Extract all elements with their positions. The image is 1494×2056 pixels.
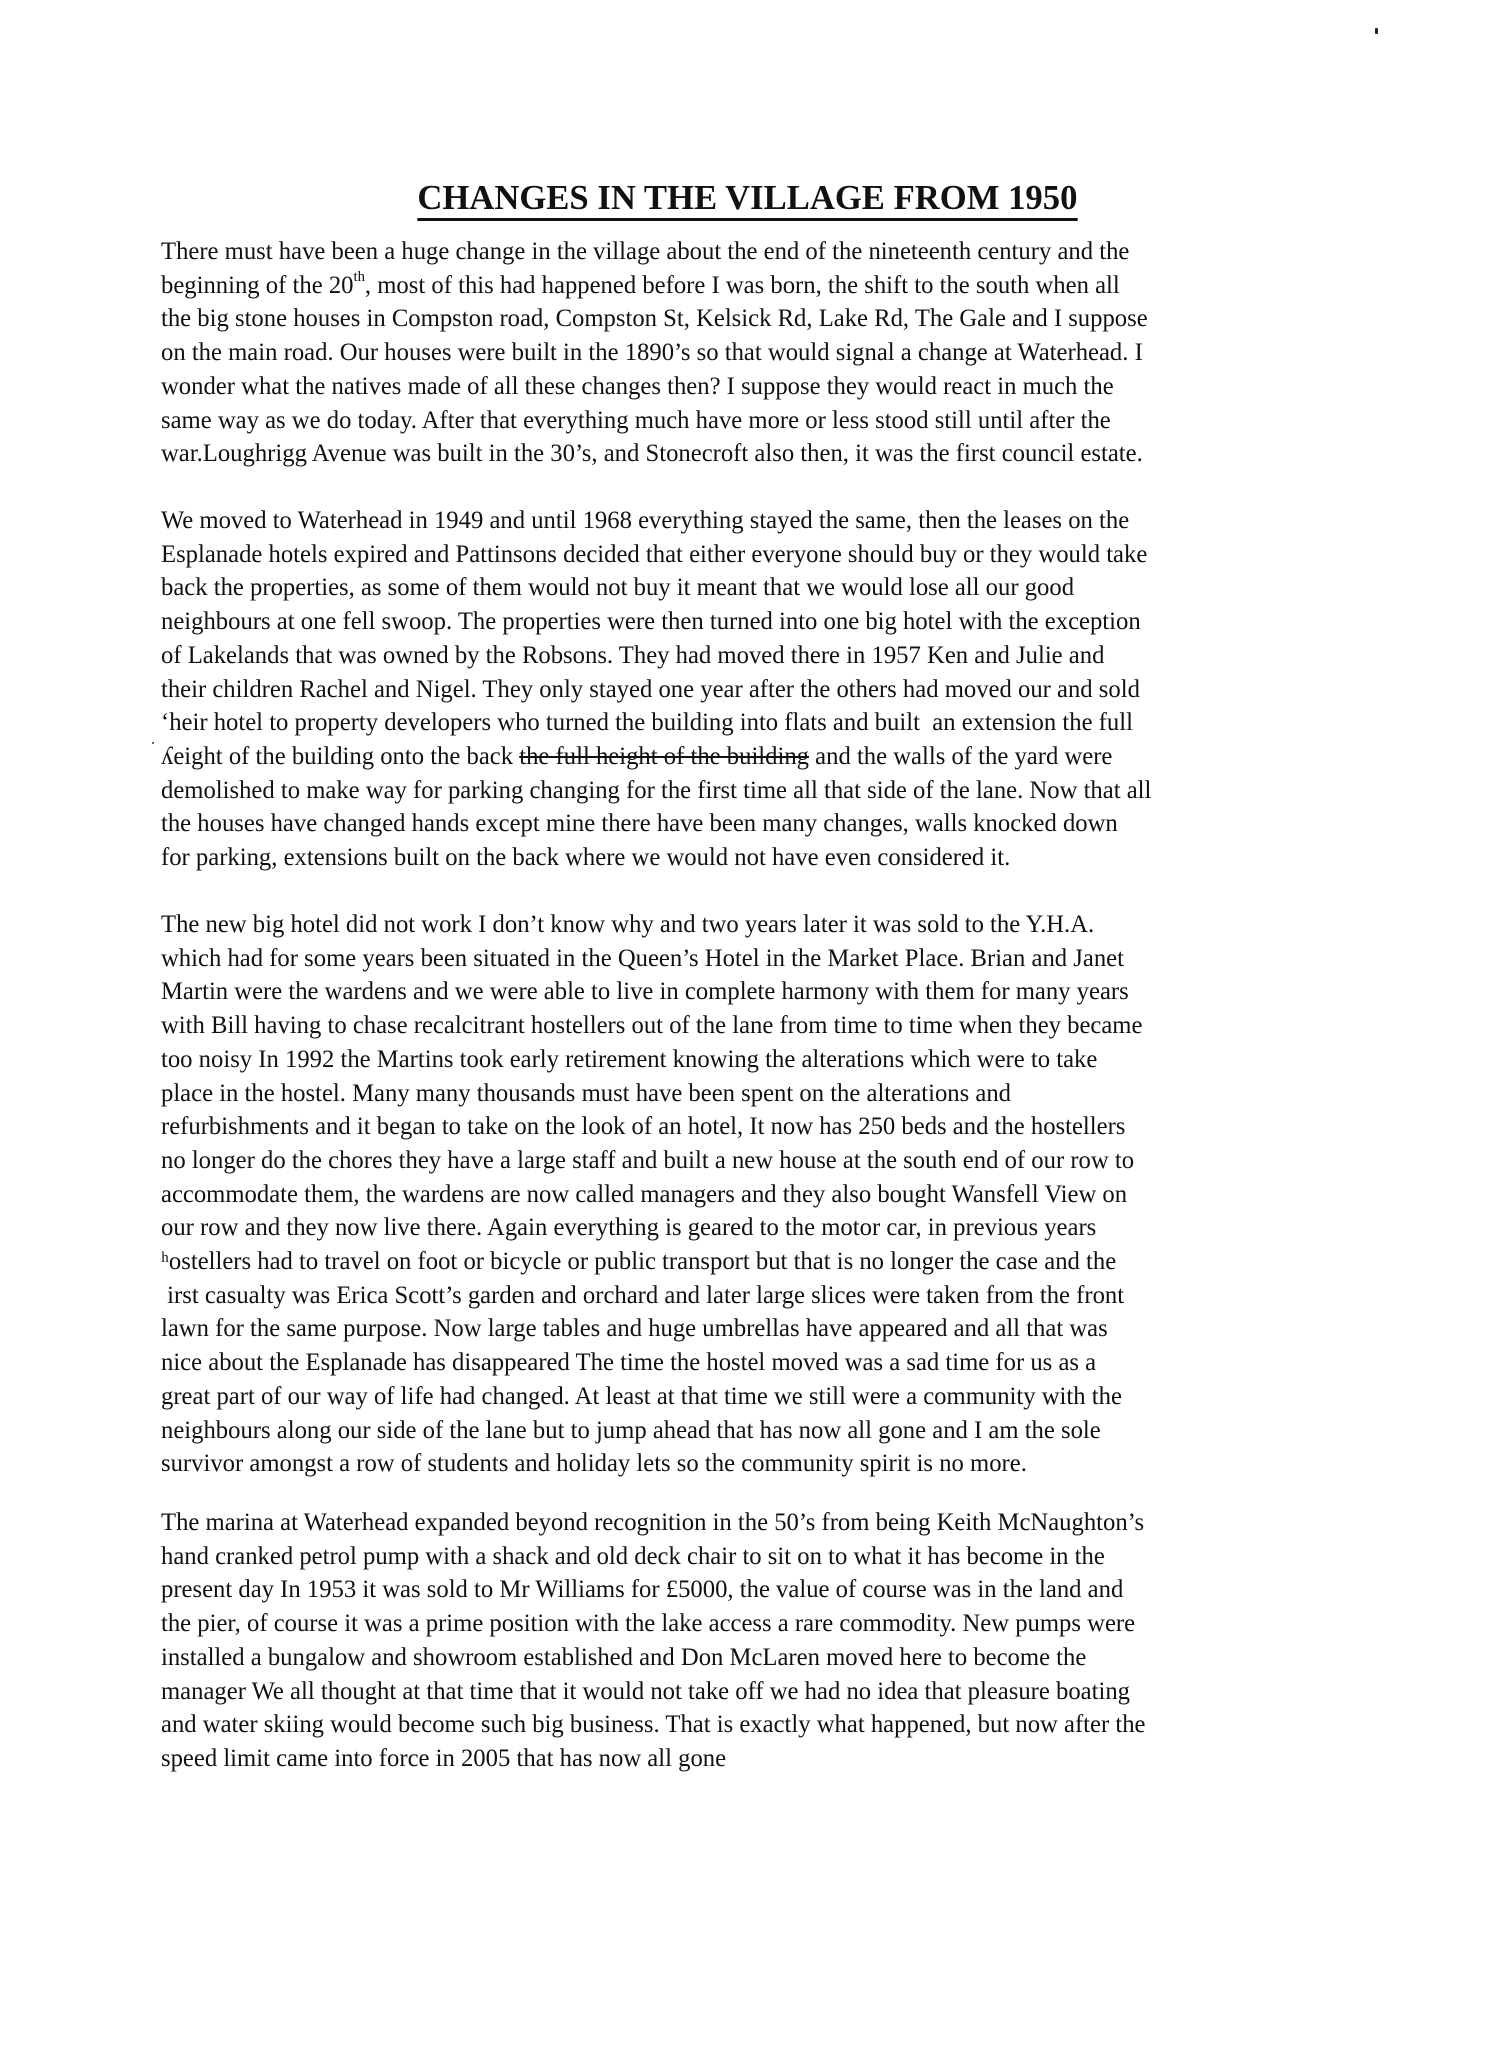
text-line: great part of our way of life had changed. At least at that time we still were a community with the [161,1382,1122,1410]
scan-speck [1375,28,1378,34]
text-run: , most of this had happened before I was born, the shift to the south when all [364,271,1120,299]
paragraph-4 [161,1506,1361,1776]
text-line: lawn for the same purpose. Now large tables and huge umbrellas have appeared and all that was [161,1315,1108,1343]
struck-through-text: the full height of the building [519,742,810,770]
text-line: nice about the Esplanade has disappeared The time the hostel moved was a sad time for us as a [161,1349,1097,1377]
text-line: same way as we do today. After that everything much have more or less stood still until after the [161,406,1111,434]
superscript-ordinal: th [353,269,365,286]
text-line: The marina at Waterhead expanded beyond recognition in the 50’s from being Keith McNaughton’s [161,1509,1145,1536]
text-line: present day In 1953 it was sold to Mr Williams for £5000, the value of course was in the land and [161,1576,1124,1604]
text-line: war.Loughrigg Avenue was built in the 30’s, and Stonecroft also then, it was the first council estate. [161,440,1143,468]
text-line: neighbours at one fell swoop. The properties were then turned into one big hotel with the exception [161,608,1141,636]
text-line: their children Rachel and Nigel. They only stayed one year after the others had moved our and sold [161,675,1140,703]
text-run: and the walls of the yard were [809,742,1113,770]
text-line: for parking, extensions built on the back where we would not have even considered it. [161,844,1011,872]
text-line: manager We all thought at that time that it would not take off we had no idea that pleasure boating [161,1677,1130,1705]
text-line: The new big hotel did not work I don’t know why and two years later it was sold to the Y.H.A. [161,911,1095,938]
paragraph-1 [161,235,1361,471]
text-run: beginning of the 20 [161,271,354,299]
text-line: back the properties, as some of them would not buy it meant that we would lose all our good [161,574,1075,602]
text-line [161,269,1336,303]
text-line: with Bill having to chase recalcitrant hostellers out of the lane from time to time when they became [161,1012,1143,1040]
text-line: the pier, of course it was a prime position with the lake access a rare commodity. New pumps were [161,1610,1136,1638]
scan-artifact-dot [152,742,154,744]
text-line: installed a bungalow and showroom established and Don McLaren moved here to become the [161,1643,1087,1671]
text-line: of Lakelands that was owned by the Robsons. They had moved there in 1957 Ken and Julie and [161,641,1105,669]
text-line: neighbours along our side of the lane but to jump ahead that has now all gone and I am the sole [161,1416,1101,1444]
text-line: place in the hostel. Many many thousands must have been spent on the alterations and [161,1079,1012,1107]
text-line: Martin were the wardens and we were able to live in complete harmony with them for many years [161,978,1129,1006]
text-run: ʎeight of the building onto the back [161,742,520,770]
text-line: too noisy In 1992 the Martins took early retirement knowing the alterations which were to take [161,1045,1098,1073]
text-line: demolished to make way for parking changing for the first time all that side of the lane. Now that all [161,776,1152,804]
text-line: speed limit came into force in 2005 that has now all gone [161,1744,727,1772]
text-line: survivor amongst a row of students and holiday lets so the community spirit is no more. [161,1450,1027,1478]
text-line: no longer do the chores they have a large staff and built a new house at the south end of our row to [161,1146,1135,1174]
text-line [161,740,1336,774]
text-line: accommodate them, the wardens are now called managers and they also bought Wansfell View on [161,1180,1128,1208]
text-line: and water skiing would become such big business. That is exactly what happened, but now after the [161,1711,1146,1739]
document-title-text: CHANGES IN THE VILLAGE FROM 1950 [417,178,1077,221]
text-line: irst casualty was Erica Scott’s garden and orchard and later large slices were taken from the front [161,1281,1125,1309]
text-line: Esplanade hotels expired and Pattinsons decided that either everyone should buy or they would take [161,540,1148,568]
text-line: There must have been a huge change in the village about the end of the nineteenth century and the [161,238,1130,265]
text-line: ʻheir hotel to property developers who turned the building into flats and built an extension the full [161,709,1133,737]
text-line: on the main road. Our houses were built in the 1890’s so that would signal a change at Waterhead. I [161,339,1143,367]
text-line: We moved to Waterhead in 1949 and until 1968 everything stayed the same, then the leases on the [161,507,1130,534]
text-line: ʰostellers had to travel on foot or bicycle or public transport but that is no longer the case and the [161,1248,1117,1276]
text-line: hand cranked petrol pump with a shack and old deck chair to sit on to what it has become in the [161,1542,1105,1570]
text-line: which had for some years been situated in the Queen’s Hotel in the Market Place. Brian and Janet [161,944,1124,972]
text-line: our row and they now live there. Again everything is geared to the motor car, in previous years [161,1214,1097,1242]
text-line: the big stone houses in Compston road, Compston St, Kelsick Rd, Lake Rd, The Gale and I suppose [161,305,1148,333]
document-title [0,176,1494,221]
paragraph-3 [161,908,1361,1481]
paragraph-2 [161,504,1361,875]
text-line: refurbishments and it began to take on the look of an hotel, It now has 250 beds and the hostellers [161,1113,1126,1141]
text-line: the houses have changed hands except mine there have been many changes, walls knocked down [161,810,1118,838]
text-line: wonder what the natives made of all these changes then? I suppose they would react in much the [161,372,1114,400]
